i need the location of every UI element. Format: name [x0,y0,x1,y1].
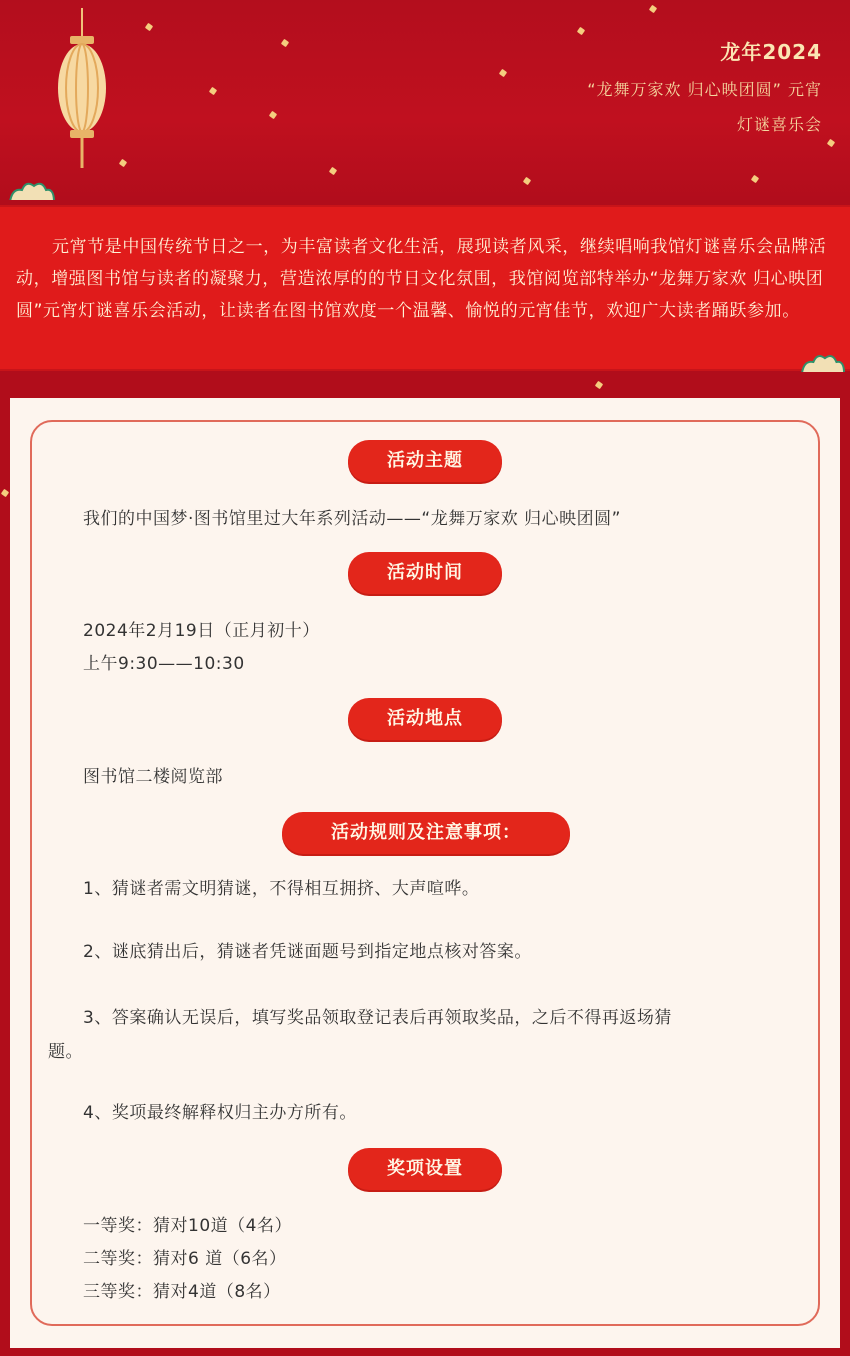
gold-speck [499,69,507,77]
divider-band [0,372,850,390]
content-paper [10,398,840,1348]
section-pill-theme: 活动主题 [348,440,502,482]
theme-content: 我们的中国梦·图书馆里过大年系列活动——“龙舞万家欢 归心映团圆” [83,509,621,529]
lantern-icon [52,8,112,168]
rule-item: 2、谜底猜出后，猜谜者凭谜面题号到指定地点核对答案。 [83,942,532,962]
gold-speck [269,111,277,119]
gold-speck [281,39,289,47]
title-block [587,36,822,135]
header-banner [0,0,850,200]
place-content: 图书馆二楼阅览部 [83,767,223,787]
gold-speck [649,5,657,13]
gold-speck [119,159,127,167]
rule-item: 3、答案确认无误后，填写奖品领取登记表后再领取奖品，之后不得再返场猜 [83,1008,672,1028]
gold-speck [1,489,9,497]
gold-speck [827,139,835,147]
section-pill-rules: 活动规则及注意事项： [282,812,570,854]
time-date: 2024年2月19日（正月初十） [83,621,320,641]
prize-item: 一等奖：猜对10道（4名） [83,1216,292,1236]
cloud-icon [8,180,56,200]
gold-speck [145,23,153,31]
subtitle-line1: “龙舞万家欢 归心映团圆” 元宵 [587,80,822,99]
gold-speck [577,27,585,35]
gold-speck [751,175,759,183]
subtitle-line2: 灯谜喜乐会 [736,115,822,134]
time-hours: 上午9:30——10:30 [83,654,245,674]
rule-item-continued: 题。 [48,1042,83,1062]
intro-panel [0,205,850,371]
gold-speck [329,167,337,175]
gold-speck [523,177,531,185]
year-title: 龙年2024 [720,40,822,64]
cloud-icon [800,352,846,374]
prize-item: 三等奖：猜对4道（8名） [83,1282,281,1302]
intro-text: 元宵节是中国传统节日之一，为丰富读者文化生活，展现读者风采，继续唱响我馆灯谜喜乐会品牌活动，增强图书馆与读者的凝聚力，营造浓厚的的节日文化氛围，我馆阅览部特举办“龙舞万家欢 归心映团圆”元宵灯谜喜乐会活动，让读者在图书馆欢度一个温馨、愉悦的元宵佳节，欢迎广大读者踊跃参加。 [16,237,827,321]
section-pill-place: 活动地点 [348,698,502,740]
rule-item: 4、奖项最终解释权归主办方所有。 [83,1103,357,1123]
gold-speck [209,87,217,95]
rule-item: 1、猜谜者需文明猜谜，不得相互拥挤、大声喧哗。 [83,879,480,899]
section-pill-prizes: 奖项设置 [348,1148,502,1190]
section-pill-time: 活动时间 [348,552,502,594]
prize-item: 二等奖：猜对6 道（6名） [83,1249,287,1269]
